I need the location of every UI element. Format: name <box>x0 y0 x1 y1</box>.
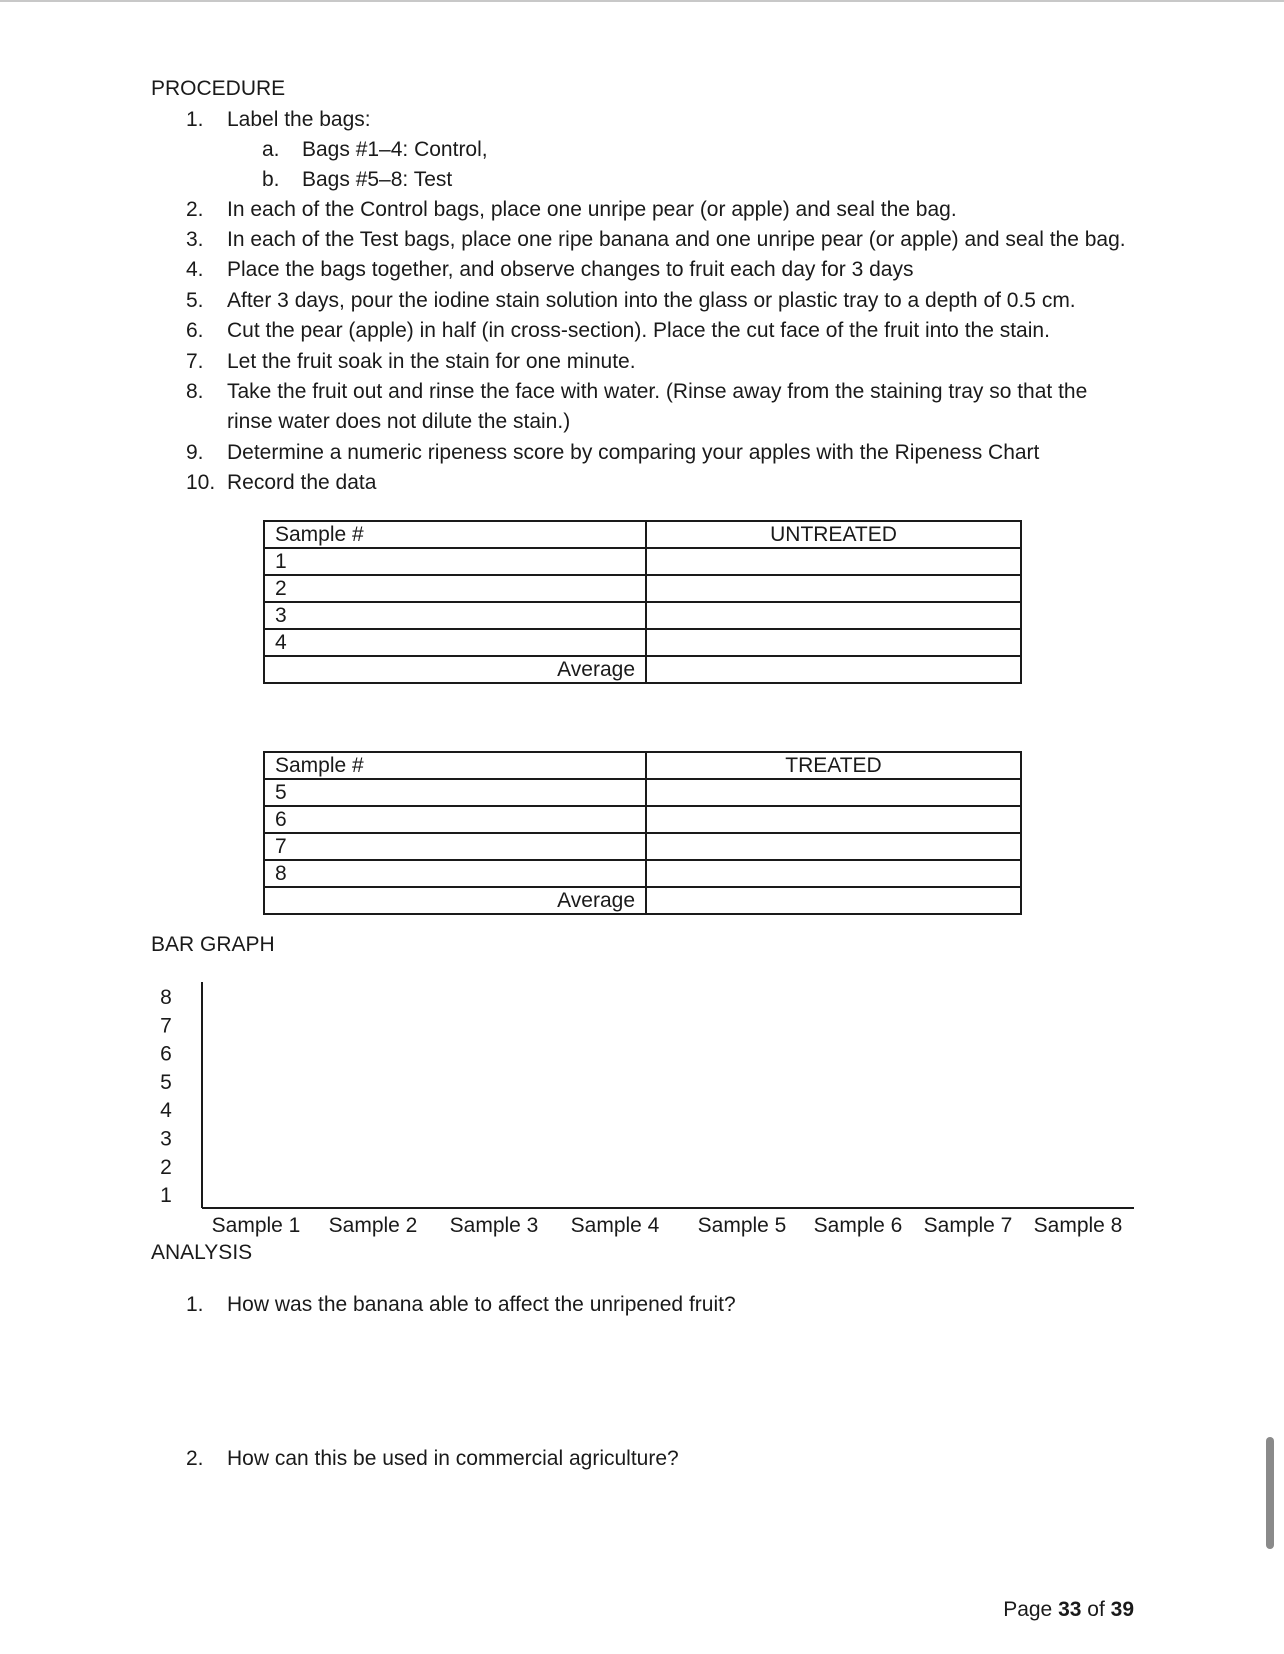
header-sample: Sample # <box>264 521 646 548</box>
x-category-label: Sample 1 <box>211 1214 301 1237</box>
x-category-label: Sample 2 <box>328 1214 418 1237</box>
y-tick-label: 8 <box>160 986 172 1009</box>
step-number: 1. <box>186 108 204 131</box>
average-label: Average <box>264 656 646 683</box>
sample-number: 1 <box>264 548 646 575</box>
average-label: Average <box>264 887 646 914</box>
sample-number: 6 <box>264 806 646 833</box>
step-number: 7. <box>186 350 204 373</box>
sample-number: 3 <box>264 602 646 629</box>
y-tick-label: 4 <box>160 1099 172 1123</box>
question-number: 2. <box>186 1447 204 1470</box>
page-prefix: Page <box>1003 1598 1053 1621</box>
x-category-label: Sample 4 <box>570 1214 660 1237</box>
sample-number: 4 <box>264 629 646 656</box>
y-tick-label: 2 <box>160 1155 172 1179</box>
page-current: 33 <box>1058 1598 1082 1621</box>
step-number: 5. <box>186 289 204 312</box>
substep-letter: a. <box>262 138 280 161</box>
x-category-label: Sample 7 <box>923 1214 1013 1237</box>
step-text: Take the fruit out and rinse the face with water. (Rinse away from the staining tray so that the <box>227 380 1088 403</box>
header-treated: TREATED <box>646 752 1021 779</box>
page-of: of <box>1087 1598 1105 1621</box>
step-number: 2. <box>186 198 204 221</box>
scrollbar-thumb[interactable] <box>1266 1437 1274 1549</box>
header-sample: Sample # <box>264 752 646 779</box>
question-text: How was the banana able to affect the unripened fruit? <box>227 1293 736 1316</box>
step-text: Let the fruit soak in the stain for one minute. <box>227 350 636 373</box>
sample-number: 8 <box>264 860 646 887</box>
analysis-title: ANALYSIS <box>151 1241 253 1264</box>
step-text-continued: rinse water does not dilute the stain.) <box>227 410 571 433</box>
step-text: Cut the pear (apple) in half (in cross-section). Place the cut face of the fruit into the stain. <box>227 319 1050 342</box>
question-number: 1. <box>186 1293 204 1316</box>
substep-text: Bags #5–8: Test <box>302 168 453 191</box>
x-category-label: Sample 5 <box>697 1214 787 1237</box>
x-category-label: Sample 6 <box>813 1214 903 1237</box>
question-text: How can this be used in commercial agriculture? <box>227 1447 679 1470</box>
step-number: 6. <box>186 319 204 342</box>
y-tick-label: 7 <box>160 1014 172 1038</box>
page-number <box>1003 1598 1134 1622</box>
step-text: Record the data <box>227 471 377 494</box>
sample-number: 5 <box>264 779 646 806</box>
step-number: 3. <box>186 228 204 251</box>
x-category-label: Sample 3 <box>449 1214 539 1237</box>
y-tick-label: 3 <box>160 1127 172 1151</box>
bar-graph-title: BAR GRAPH <box>151 933 275 956</box>
y-tick-label: 5 <box>160 1070 172 1094</box>
sample-number: 2 <box>264 575 646 602</box>
y-tick-label: 1 <box>160 1184 172 1208</box>
x-category-label: Sample 8 <box>1033 1214 1123 1237</box>
step-number: 8. <box>186 380 204 403</box>
header-untreated: UNTREATED <box>646 521 1021 548</box>
step-number: 9. <box>186 441 204 464</box>
substep-text: Bags #1–4: Control, <box>302 138 488 161</box>
sample-number: 7 <box>264 833 646 860</box>
page-total: 39 <box>1110 1598 1134 1621</box>
y-tick-label: 6 <box>160 1042 172 1066</box>
step-text: Determine a numeric ripeness score by comparing your apples with the Ripeness Chart <box>227 441 1040 464</box>
step-text: Label the bags: <box>227 108 371 131</box>
substep-letter: b. <box>262 168 280 191</box>
step-number: 10. <box>186 471 216 494</box>
step-text: In each of the Test bags, place one ripe banana and one unripe pear (or apple) and seal the bag. <box>227 228 1126 251</box>
step-number: 4. <box>186 258 204 281</box>
procedure-title: PROCEDURE <box>151 77 286 100</box>
step-text: In each of the Control bags, place one unripe pear (or apple) and seal the bag. <box>227 198 957 221</box>
step-text: After 3 days, pour the iodine stain solution into the glass or plastic tray to a depth of 0.5 cm. <box>227 289 1076 312</box>
step-text: Place the bags together, and observe changes to fruit each day for 3 days <box>227 258 914 281</box>
